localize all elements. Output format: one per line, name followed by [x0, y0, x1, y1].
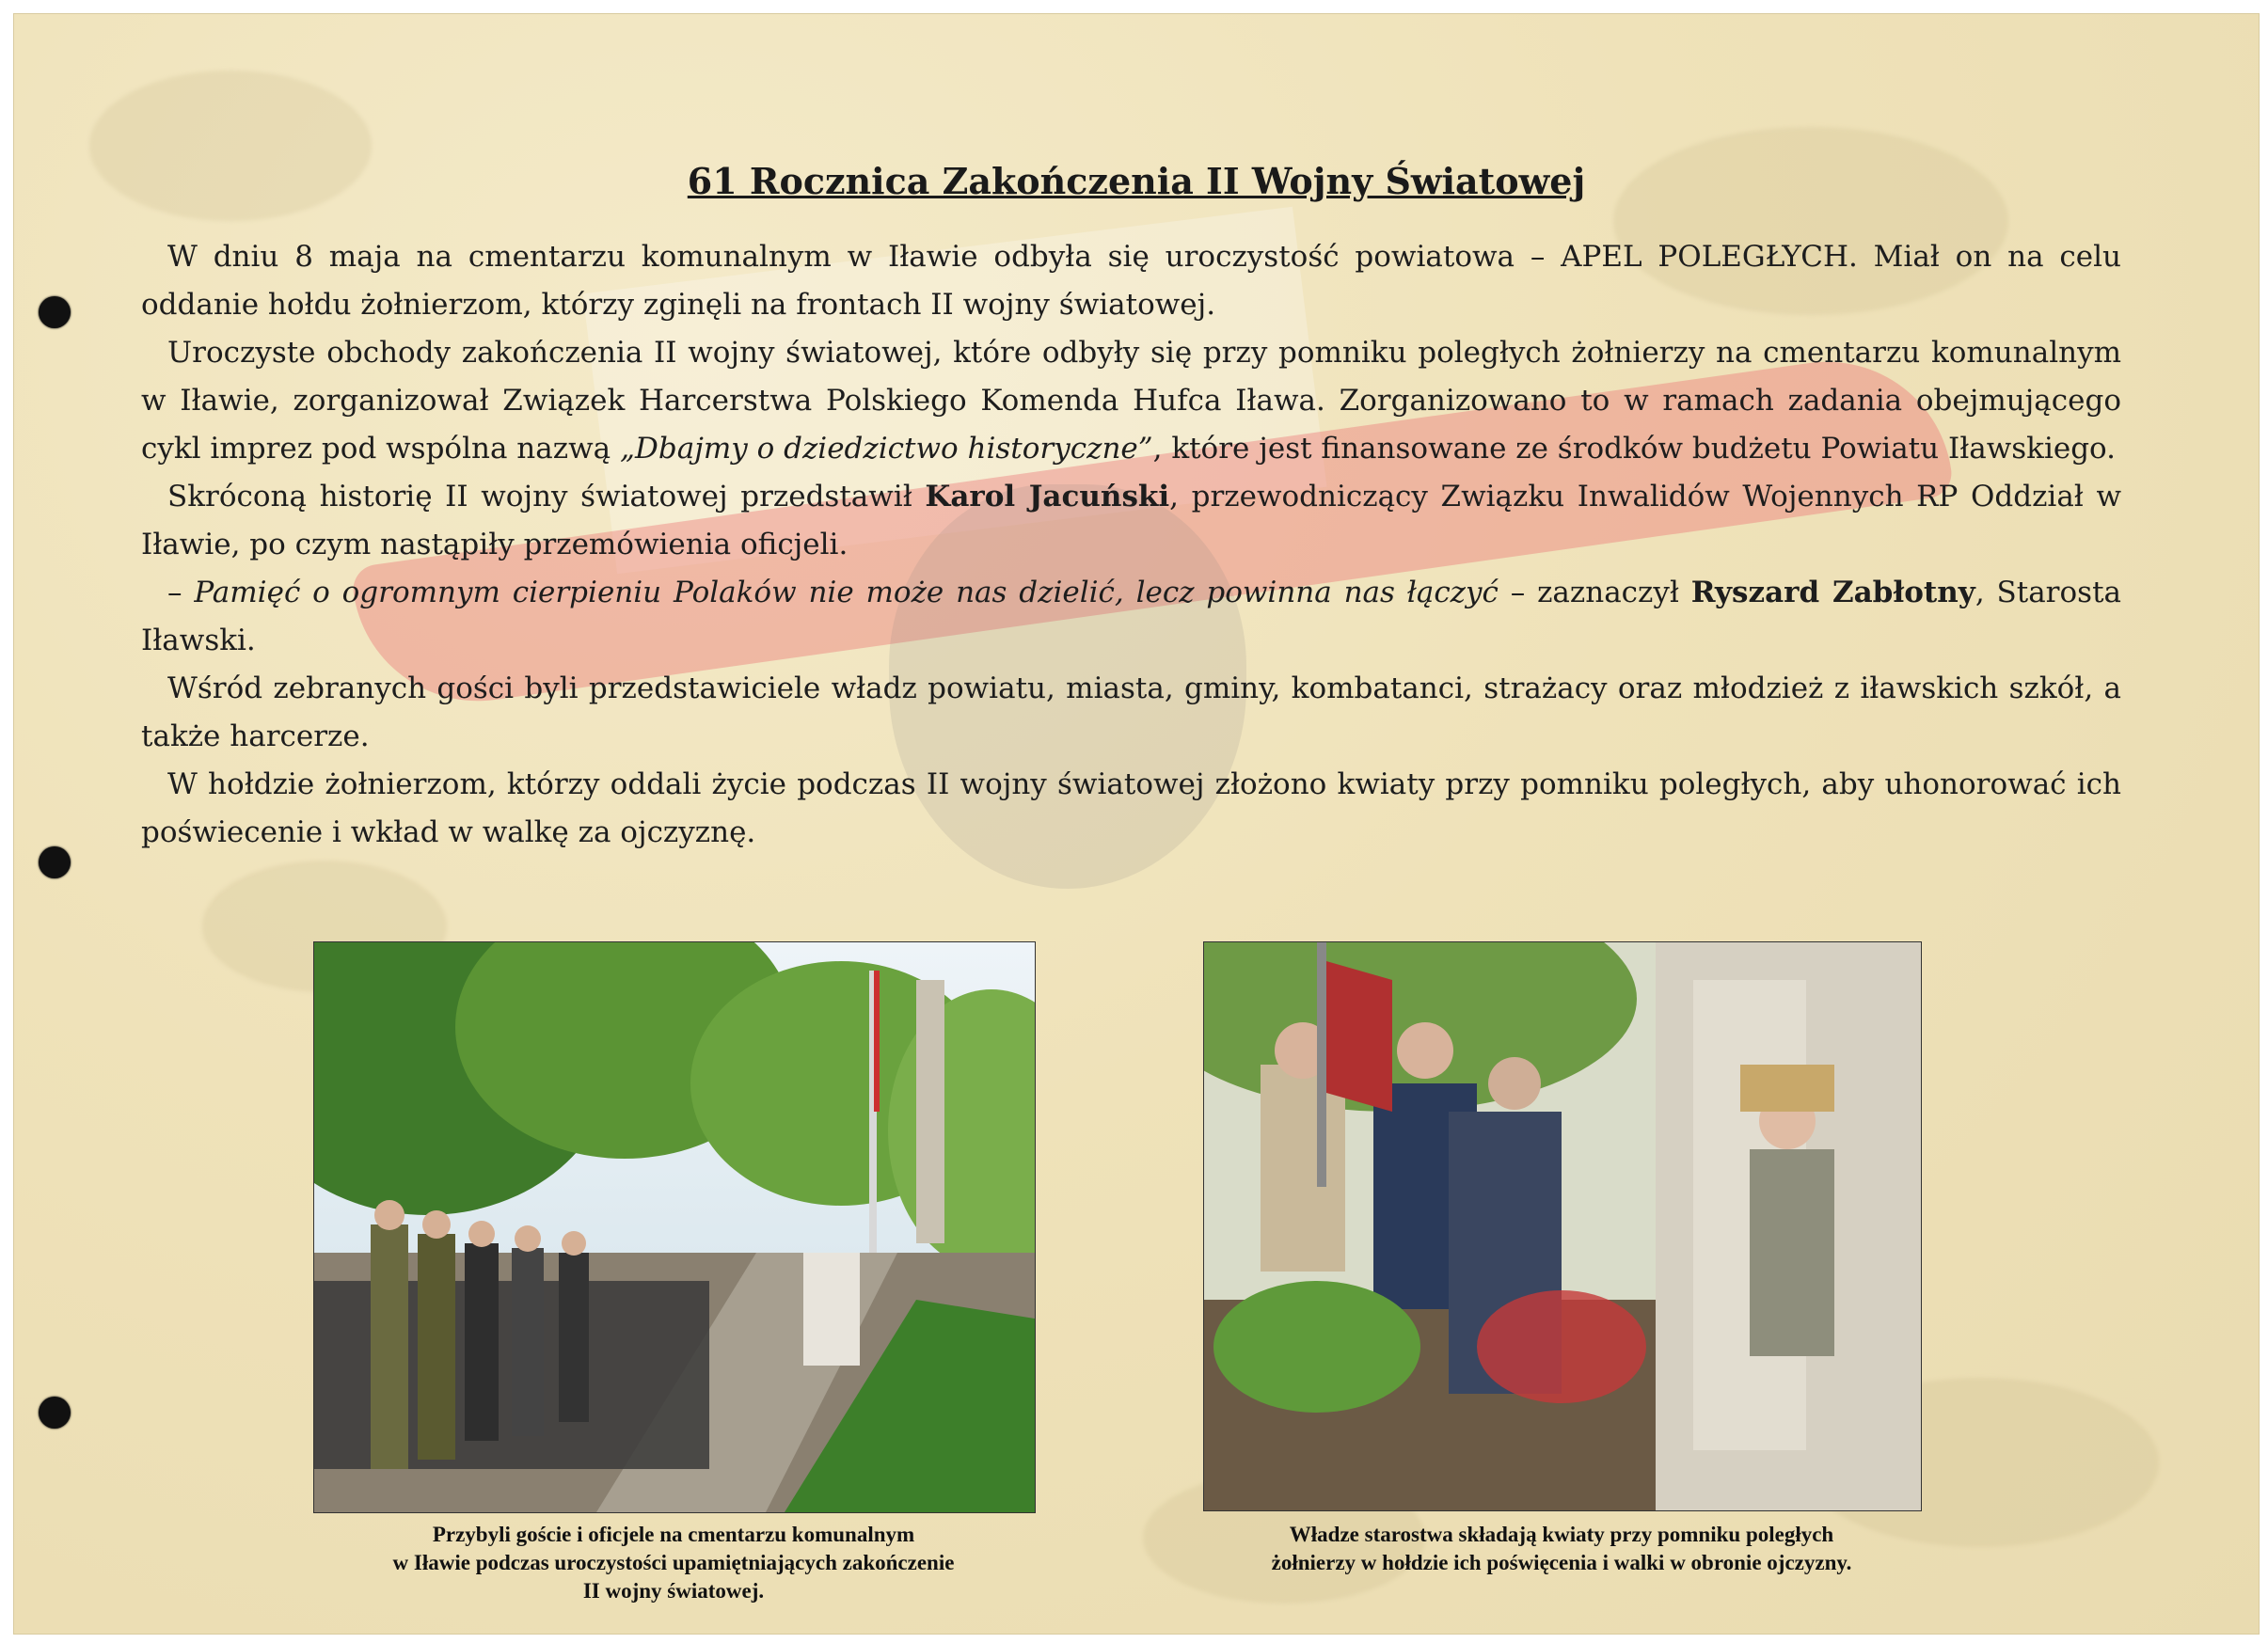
person-name-karol-jacunski: Karol Jacuński — [925, 480, 1170, 513]
dash: – — [167, 576, 195, 609]
paragraph-3-text-end: , przewodniczący Związku Inwalidów Wojennych RP Oddział w Iławie, po czym nastąpiły przemówienia oficjeli. — [141, 480, 2121, 561]
left-caption-line-1: Przybyli goście i oficjele na cmentarzu komunalnym — [432, 1523, 915, 1546]
paragraph-2 — [141, 329, 2121, 473]
paragraph-2-quote: „Dbajmy o dziedzictwo historyczne” — [619, 432, 1153, 466]
paragraph-4-text-end: , Starosta Iławski. — [141, 576, 2122, 657]
photo-guests-at-cemetery — [313, 941, 1036, 1513]
left-caption-line-2: w Iławie podczas uroczystości upamiętniających zakończenie — [392, 1551, 955, 1574]
page-title: 61 Rocznica Zakończenia II Wojny Światowej — [687, 160, 1586, 202]
paragraph-2-text: Uroczyste obchody zakończenia II wojny światowej, które odbyły się przy pomniku poległych żołnierzy na cmentarzu komunalnym w Iławie, zorganizował Związek Harcerstwa Polskiego Komenda Hufca Iława. Zorganizowano to w ramach zadania obejmującego cykl imprez pod wspólna nazwą — [141, 336, 2121, 466]
left-caption-line-3: II wojny światowej. — [582, 1579, 765, 1603]
paragraph-6: W hołdzie żołnierzom, którzy oddali życie podczas II wojny światowej złożono kwiaty przy pomniku poległych, aby uhonorować ich poświecenie i wkład w walkę za ojczyznę. — [141, 767, 2121, 849]
paragraph-3-text: Skróconą historię II wojny światowej przedstawił — [167, 480, 926, 513]
paragraph-1: W dniu 8 maja na cmentarzu komunalnym w Iławie odbyła się uroczystość powiatowa – APEL POLEGŁYCH. Miał on na celu oddanie hołdu żołnierzom, którzy zginęli na frontach II wojny światowej. — [141, 240, 2121, 322]
photo-flowers-illustration — [1204, 942, 1921, 1510]
paragraph-2-text-end: , które jest finansowane ze środków budżetu Powiatu Iławskiego. — [1152, 432, 2117, 466]
right-caption-line-2: żołnierzy w hołdzie ich poświęcenia i walki w obronie ojczyzny. — [1271, 1551, 1852, 1574]
left-photo-caption — [313, 1521, 1034, 1605]
punch-hole — [39, 1397, 71, 1429]
paragraph-5: Wśród zebranych gości byli przedstawiciele władz powiatu, miasta, gminy, kombatanci, strażacy oraz młodzież z iławskich szkół, a także harcerze. — [141, 671, 2121, 753]
photo-laying-flowers — [1203, 941, 1922, 1511]
paragraph-4 — [141, 569, 2121, 665]
person-name-ryszard-zablotny: Ryszard Zabłotny — [1690, 576, 1975, 609]
punch-hole — [39, 846, 71, 878]
photo-guests-illustration — [314, 942, 1035, 1512]
paragraph-3 — [141, 473, 2121, 569]
right-caption-line-1: Władze starostwa składają kwiaty przy pomniku poległych — [1289, 1523, 1834, 1546]
article-body — [141, 233, 2121, 857]
punch-hole — [39, 296, 71, 328]
paragraph-4-text: – zaznaczył — [1498, 576, 1691, 609]
document-page — [13, 13, 2260, 1635]
quote: Pamięć o ogromnym cierpieniu Polaków nie może nas dzielić, lecz powinna nas łączyć — [194, 576, 1499, 609]
right-photo-caption — [1169, 1521, 1954, 1577]
